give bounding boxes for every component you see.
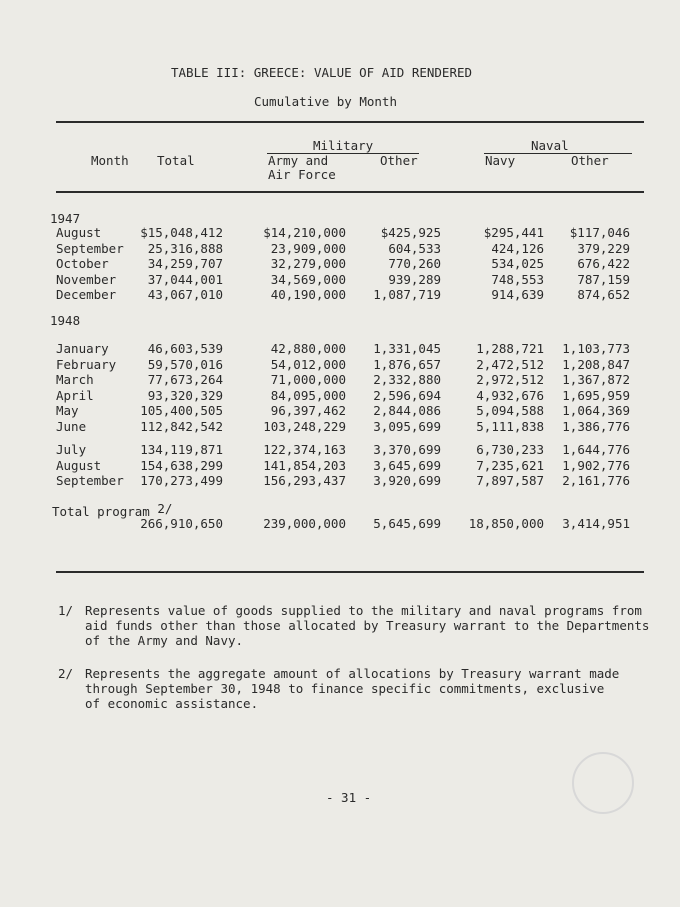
cell-month: July <box>56 442 87 457</box>
footnote-1-mark: 1/ <box>58 603 74 618</box>
cell-army-air-force: 40,190,000 <box>270 287 346 302</box>
footnote-2-reference: 2/ <box>157 501 173 516</box>
cell-naval-other: 1,644,776 <box>562 442 630 457</box>
cell-month: August <box>56 225 102 240</box>
header-military-other: Other <box>380 153 418 168</box>
cell-navy: 7,897,587 <box>476 473 544 488</box>
total-program-label-text: Total program <box>52 504 150 519</box>
cell-army-air-force: 103,248,229 <box>263 418 346 434</box>
total-program-navy: 18,850,000 <box>468 516 544 531</box>
cell-military-other: 3,645,699 <box>373 457 441 473</box>
cell-naval-other: 1,103,773 <box>562 341 630 356</box>
cell-navy: 7,235,621 <box>476 457 544 473</box>
cell-army-air-force: 141,854,203 <box>263 457 346 473</box>
header-army-line2: Air Force <box>268 167 336 182</box>
cell-month: December <box>56 287 117 302</box>
cell-naval-other: 1,208,847 <box>562 356 630 372</box>
cell-month: June <box>56 418 87 434</box>
cell-month: October <box>56 256 109 271</box>
total-program-naval-other: 3,414,951 <box>562 516 630 531</box>
footnote-2-line1: Represents the aggregate amount of allocations by Treasury warrant made <box>85 666 620 681</box>
cell-naval-other: 1,902,776 <box>562 457 630 473</box>
cell-military-other: 3,920,699 <box>373 473 441 488</box>
cell-navy: $295,441 <box>483 225 544 240</box>
cell-military-other: 1,087,719 <box>373 287 441 302</box>
cell-army-air-force: 23,909,000 <box>270 240 346 256</box>
cell-naval-other: 1,064,369 <box>562 403 630 418</box>
cell-navy: 534,025 <box>491 256 544 271</box>
cell-army-air-force: 54,012,000 <box>270 356 346 372</box>
cell-total: 77,673,264 <box>147 372 223 387</box>
cell-navy: 1,288,721 <box>476 341 544 356</box>
cell-total: 170,273,499 <box>140 473 223 488</box>
cell-military-other: 770,260 <box>388 256 441 271</box>
cell-month: September <box>56 240 124 256</box>
cell-navy: 4,932,676 <box>476 387 544 403</box>
cell-navy: 2,972,512 <box>476 372 544 387</box>
cell-military-other: 2,332,880 <box>373 372 441 387</box>
footnote-2-mark: 2/ <box>58 666 74 681</box>
cell-total: 25,316,888 <box>147 240 223 256</box>
cell-navy: 5,094,588 <box>476 403 544 418</box>
cell-month: March <box>56 372 94 387</box>
cell-month: January <box>56 341 109 356</box>
cell-army-air-force: 122,374,163 <box>263 442 346 457</box>
cell-month: August <box>56 457 102 473</box>
year-1948: 1948 <box>50 313 81 328</box>
cell-total: 43,067,010 <box>147 287 223 302</box>
cell-total: 93,320,329 <box>147 387 223 403</box>
cell-naval-other: 787,159 <box>577 271 630 287</box>
cell-navy: 748,553 <box>491 271 544 287</box>
cell-total: 154,638,299 <box>140 457 223 473</box>
cell-military-other: $425,925 <box>380 225 441 240</box>
cell-total: 134,119,871 <box>140 442 223 457</box>
cell-military-other: 1,331,045 <box>373 341 441 356</box>
cell-military-other: 2,844,086 <box>373 403 441 418</box>
header-rule <box>56 191 644 193</box>
bottom-rule <box>56 571 644 573</box>
cell-army-air-force: 84,095,000 <box>270 387 346 403</box>
cell-naval-other: $117,046 <box>569 225 630 240</box>
footnote-1-line1: Represents value of goods supplied to the military and naval programs from <box>85 603 642 618</box>
cell-month: November <box>56 271 117 287</box>
total-program-military-other: 5,645,699 <box>373 516 441 531</box>
cell-army-air-force: $14,210,000 <box>263 225 346 240</box>
header-army-line1: Army and <box>268 153 329 168</box>
top-rule <box>56 121 644 123</box>
cell-naval-other: 874,652 <box>577 287 630 302</box>
footnote-1-line2: aid funds other than those allocated by Treasury warrant to the Departments <box>85 618 650 633</box>
cell-navy: 2,472,512 <box>476 356 544 372</box>
cell-army-air-force: 156,293,437 <box>263 473 346 488</box>
cell-total: 37,044,001 <box>147 271 223 287</box>
cell-military-other: 3,370,699 <box>373 442 441 457</box>
cell-army-air-force: 32,279,000 <box>270 256 346 271</box>
cell-total: 46,603,539 <box>147 341 223 356</box>
cell-military-other: 1,876,657 <box>373 356 441 372</box>
year-1947: 1947 <box>50 211 81 226</box>
cell-total: 105,400,505 <box>140 403 223 418</box>
cell-military-other: 3,095,699 <box>373 418 441 434</box>
cell-month: September <box>56 473 124 488</box>
cell-navy: 424,126 <box>491 240 544 256</box>
archive-stamp <box>572 752 634 814</box>
header-military: Military <box>313 138 374 153</box>
cell-naval-other: 1,695,959 <box>562 387 630 403</box>
cell-total: 59,570,016 <box>147 356 223 372</box>
cell-naval-other: 1,367,872 <box>562 372 630 387</box>
cell-army-air-force: 42,880,000 <box>270 341 346 356</box>
cell-month: April <box>56 387 94 403</box>
cell-naval-other: 379,229 <box>577 240 630 256</box>
cell-navy: 914,639 <box>491 287 544 302</box>
cell-total: $15,048,412 <box>140 225 223 240</box>
header-navy: Navy <box>485 153 516 168</box>
cell-army-air-force: 71,000,000 <box>270 372 346 387</box>
cell-total: 112,842,542 <box>140 418 223 434</box>
cell-naval-other: 1,386,776 <box>562 418 630 434</box>
header-naval-other: Other <box>571 153 609 168</box>
cell-military-other: 2,596,694 <box>373 387 441 403</box>
header-month: Month <box>91 153 129 168</box>
cell-naval-other: 2,161,776 <box>562 473 630 488</box>
footnote-1-line3: of the Army and Navy. <box>85 633 244 648</box>
header-total: Total <box>157 153 195 168</box>
header-naval: Naval <box>531 138 569 153</box>
cell-navy: 6,730,233 <box>476 442 544 457</box>
table-subtitle: Cumulative by Month <box>254 94 397 109</box>
table-title: TABLE III: GREECE: VALUE OF AID RENDERED <box>171 65 473 80</box>
total-program-total: 266,910,650 <box>140 516 223 531</box>
page-number: - 31 - <box>326 790 372 805</box>
cell-total: 34,259,707 <box>147 256 223 271</box>
cell-army-air-force: 34,569,000 <box>270 271 346 287</box>
cell-military-other: 604,533 <box>388 240 441 256</box>
cell-naval-other: 676,422 <box>577 256 630 271</box>
cell-navy: 5,111,838 <box>476 418 544 434</box>
cell-army-air-force: 96,397,462 <box>270 403 346 418</box>
footnote-2-line3: of economic assistance. <box>85 696 259 711</box>
cell-month: February <box>56 356 117 372</box>
footnote-2-line2: through September 30, 1948 to finance specific commitments, exclusive <box>85 681 605 696</box>
total-program-army: 239,000,000 <box>263 516 346 531</box>
cell-month: May <box>56 403 79 418</box>
cell-military-other: 939,289 <box>388 271 441 287</box>
